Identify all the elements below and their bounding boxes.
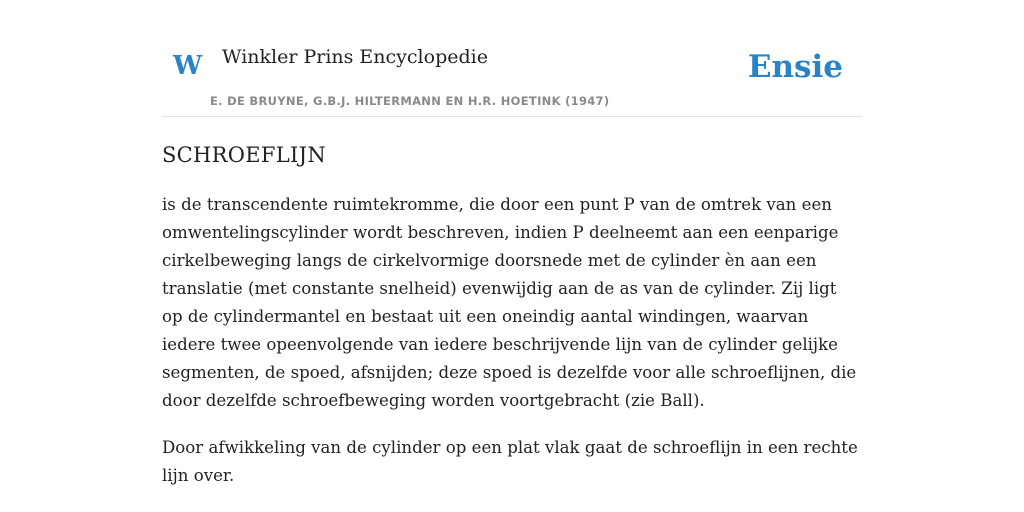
article-title: SCHROEFLIJN [162,143,327,167]
article-paragraph: is de transcendente ruimtekromme, die door een punt P van de omtrek van een omwentelingscylinder wordt beschreven, indien P deelneemt aan een eenparige cirkelbeweging langs de cirkelvormige doorsnede met de cylinder èn aan een translatie (met constante snelheid) evenwijdig aan de as van de cylinder. Zij ligt op de cylindermantel en bestaat uit een oneindig aantal windingen, waarvan iedere twee opeenvolgende van iedere beschrijvende lijn van de cylinder gelijke segmenten, de spoed, afsnijden; deze spoed is dezelfde voor alle schroeflijnen, die door dezelfde schroefbeweging worden voortgebracht (zie Ball). [162,195,857,410]
site-header [162,30,862,117]
ensie-brand-logo[interactable]: Ensie [747,49,843,85]
site-title[interactable]: Winkler Prins Encyclopedie [222,46,488,68]
winkler-prins-logo[interactable]: W [173,51,203,81]
site-authors: E. DE BRUYNE, G.B.J. HILTERMANN EN H.R. HOETINK (1947) [210,94,610,108]
article [162,139,862,509]
article-paragraph: Door afwikkeling van de cylinder op een plat vlak gaat de schroeflijn in een rechte lijn over. [162,438,858,485]
